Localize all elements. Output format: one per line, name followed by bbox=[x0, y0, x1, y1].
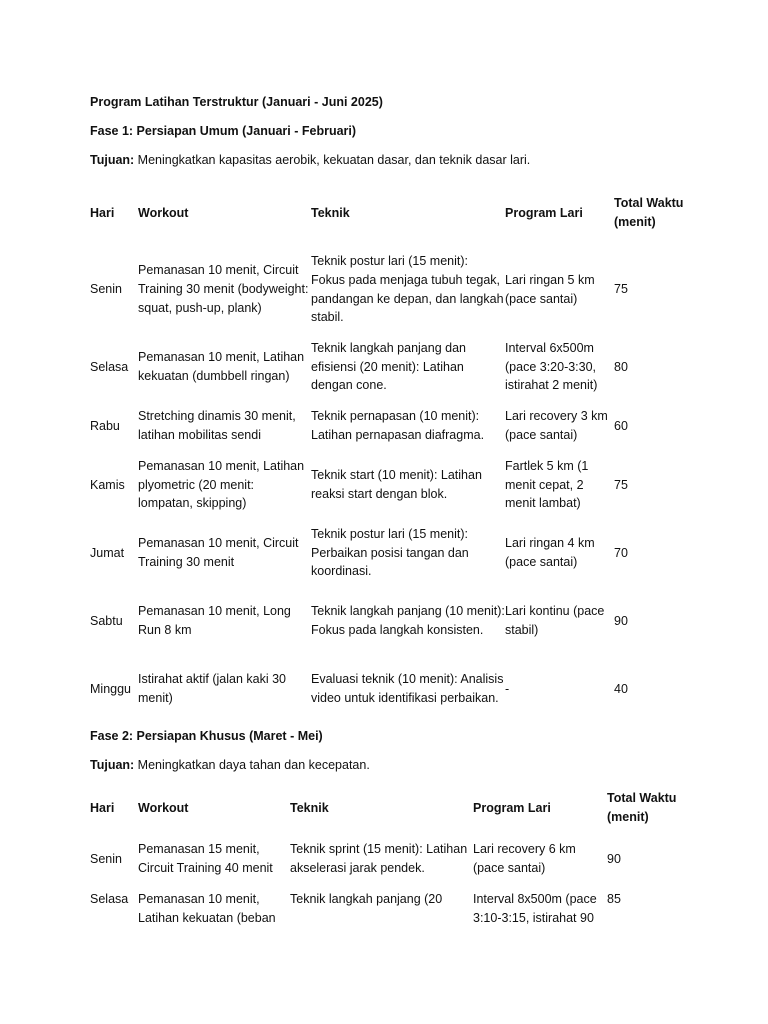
cell-workout: Istirahat aktif (jalan kaki 30 menit) bbox=[138, 672, 286, 705]
cell-run: Lari ringan 4 km (pace santai) bbox=[505, 536, 595, 569]
phase2-goal bbox=[90, 756, 370, 775]
cell-run: Interval 8x500m (pace 3:10-3:15, istirahat 90 bbox=[473, 892, 597, 925]
header-program-lari: Program Lari bbox=[505, 205, 583, 220]
cell-workout: Pemanasan 10 menit, Circuit Training 30 menit bbox=[138, 536, 299, 569]
cell-total: 90 bbox=[614, 613, 628, 628]
cell-day: Senin bbox=[90, 282, 122, 297]
phase2-title: Fase 2: Persiapan Khusus (Maret - Mei) bbox=[90, 729, 323, 743]
table-row bbox=[90, 587, 690, 655]
cell-run: Fartlek 5 km (1 menit cepat, 2 menit lambat) bbox=[505, 458, 589, 511]
cell-total: 75 bbox=[614, 282, 628, 297]
cell-technique: Evaluasi teknik (10 menit): Analisis video untuk identifikasi perbaikan. bbox=[311, 672, 504, 705]
cell-total: 60 bbox=[614, 418, 628, 433]
cell-total: 70 bbox=[614, 545, 628, 560]
cell-run: Lari recovery 3 km (pace santai) bbox=[505, 409, 608, 442]
phase2-goal-text: Meningkatkan daya tahan dan kecepatan. bbox=[134, 758, 370, 772]
cell-day: Kamis bbox=[90, 477, 125, 492]
phase1-table bbox=[90, 180, 690, 723]
cell-day: Minggu bbox=[90, 681, 131, 696]
cell-technique: Teknik langkah panjang dan efisiensi (20 menit): Latihan dengan cone. bbox=[311, 340, 466, 393]
cell-run: - bbox=[505, 681, 510, 696]
cell-day: Jumat bbox=[90, 545, 125, 560]
cell-technique: Teknik postur lari (15 menit): Fokus pada menjaga tubuh tegak, pandangan ke depan, dan langkah stabil. bbox=[311, 254, 504, 325]
header-teknik: Teknik bbox=[311, 205, 350, 220]
cell-workout: Pemanasan 10 menit, Long Run 8 km bbox=[138, 604, 291, 637]
cell-technique: Teknik postur lari (15 menit): Perbaikan posisi tangan dan koordinasi. bbox=[311, 526, 469, 579]
cell-technique: Teknik langkah panjang (10 menit): Fokus pada langkah konsisten. bbox=[311, 604, 505, 637]
cell-total: 85 bbox=[607, 892, 621, 906]
phase1-goal bbox=[90, 151, 530, 170]
header-program-lari: Program Lari bbox=[473, 800, 551, 815]
cell-workout: Pemanasan 10 menit, Latihan kekuatan (beban bbox=[138, 892, 276, 925]
cell-day: Senin bbox=[90, 851, 122, 866]
cell-run: Lari recovery 6 km (pace santai) bbox=[473, 842, 576, 875]
table-header-row bbox=[90, 784, 690, 832]
table-row bbox=[90, 886, 690, 927]
header-workout: Workout bbox=[138, 205, 189, 220]
cell-day: Sabtu bbox=[90, 613, 123, 628]
cell-workout: Stretching dinamis 30 menit, latihan mobilitas sendi bbox=[138, 409, 296, 442]
table-row bbox=[90, 832, 690, 886]
header-workout: Workout bbox=[138, 800, 189, 815]
cell-total: 75 bbox=[614, 477, 628, 492]
header-total-waktu: Total Waktu (menit) bbox=[614, 196, 684, 229]
header-total-waktu: Total Waktu (menit) bbox=[607, 791, 677, 824]
header-hari: Hari bbox=[90, 800, 115, 815]
cell-total: 80 bbox=[614, 359, 628, 374]
table-row bbox=[90, 401, 690, 451]
table-row bbox=[90, 519, 690, 587]
cell-day: Selasa bbox=[90, 359, 129, 374]
cell-technique: Teknik start (10 menit): Latihan reaksi start dengan blok. bbox=[311, 468, 482, 501]
header-teknik: Teknik bbox=[290, 800, 329, 815]
header-hari: Hari bbox=[90, 205, 115, 220]
cell-technique: Teknik langkah panjang (20 bbox=[290, 892, 443, 906]
phase1-goal-label: Tujuan: bbox=[90, 153, 135, 167]
phase2-table bbox=[90, 784, 690, 927]
phase2-goal-label: Tujuan: bbox=[90, 758, 135, 772]
cell-day: Rabu bbox=[90, 418, 120, 433]
cell-workout: Pemanasan 10 menit, Latihan plyometric (20 menit: lompatan, skipping) bbox=[138, 458, 305, 511]
cell-run: Lari ringan 5 km (pace santai) bbox=[505, 272, 595, 306]
table-row bbox=[90, 655, 690, 723]
phase1-title: Fase 1: Persiapan Umum (Januari - Februari) bbox=[90, 124, 357, 138]
cell-technique: Teknik sprint (15 menit): Latihan akselerasi jarak pendek. bbox=[290, 842, 468, 875]
cell-run: Interval 6x500m (pace 3:20-3:30, istirahat 2 menit) bbox=[505, 340, 598, 393]
cell-run: Lari kontinu (pace stabil) bbox=[505, 604, 605, 637]
phase1-goal-text: Meningkatkan kapasitas aerobik, kekuatan dasar, dan teknik dasar lari. bbox=[134, 153, 531, 167]
document-title: Program Latihan Terstruktur (Januari - Juni 2025) bbox=[90, 95, 383, 109]
table-header-row bbox=[90, 180, 690, 246]
cell-total: 90 bbox=[607, 851, 621, 866]
cell-workout: Pemanasan 10 menit, Circuit Training 30 menit (bodyweight: squat, push-up, plank) bbox=[138, 263, 309, 315]
cell-workout: Pemanasan 15 menit, Circuit Training 40 menit bbox=[138, 842, 273, 875]
table-row bbox=[90, 333, 690, 401]
cell-technique: Teknik pernapasan (10 menit): Latihan pernapasan diafragma. bbox=[311, 409, 485, 442]
table-row bbox=[90, 246, 690, 333]
cell-day: Selasa bbox=[90, 892, 129, 906]
table-row bbox=[90, 451, 690, 519]
cell-workout: Pemanasan 10 menit, Latihan kekuatan (dumbbell ringan) bbox=[138, 350, 305, 383]
cell-total: 40 bbox=[614, 681, 628, 696]
